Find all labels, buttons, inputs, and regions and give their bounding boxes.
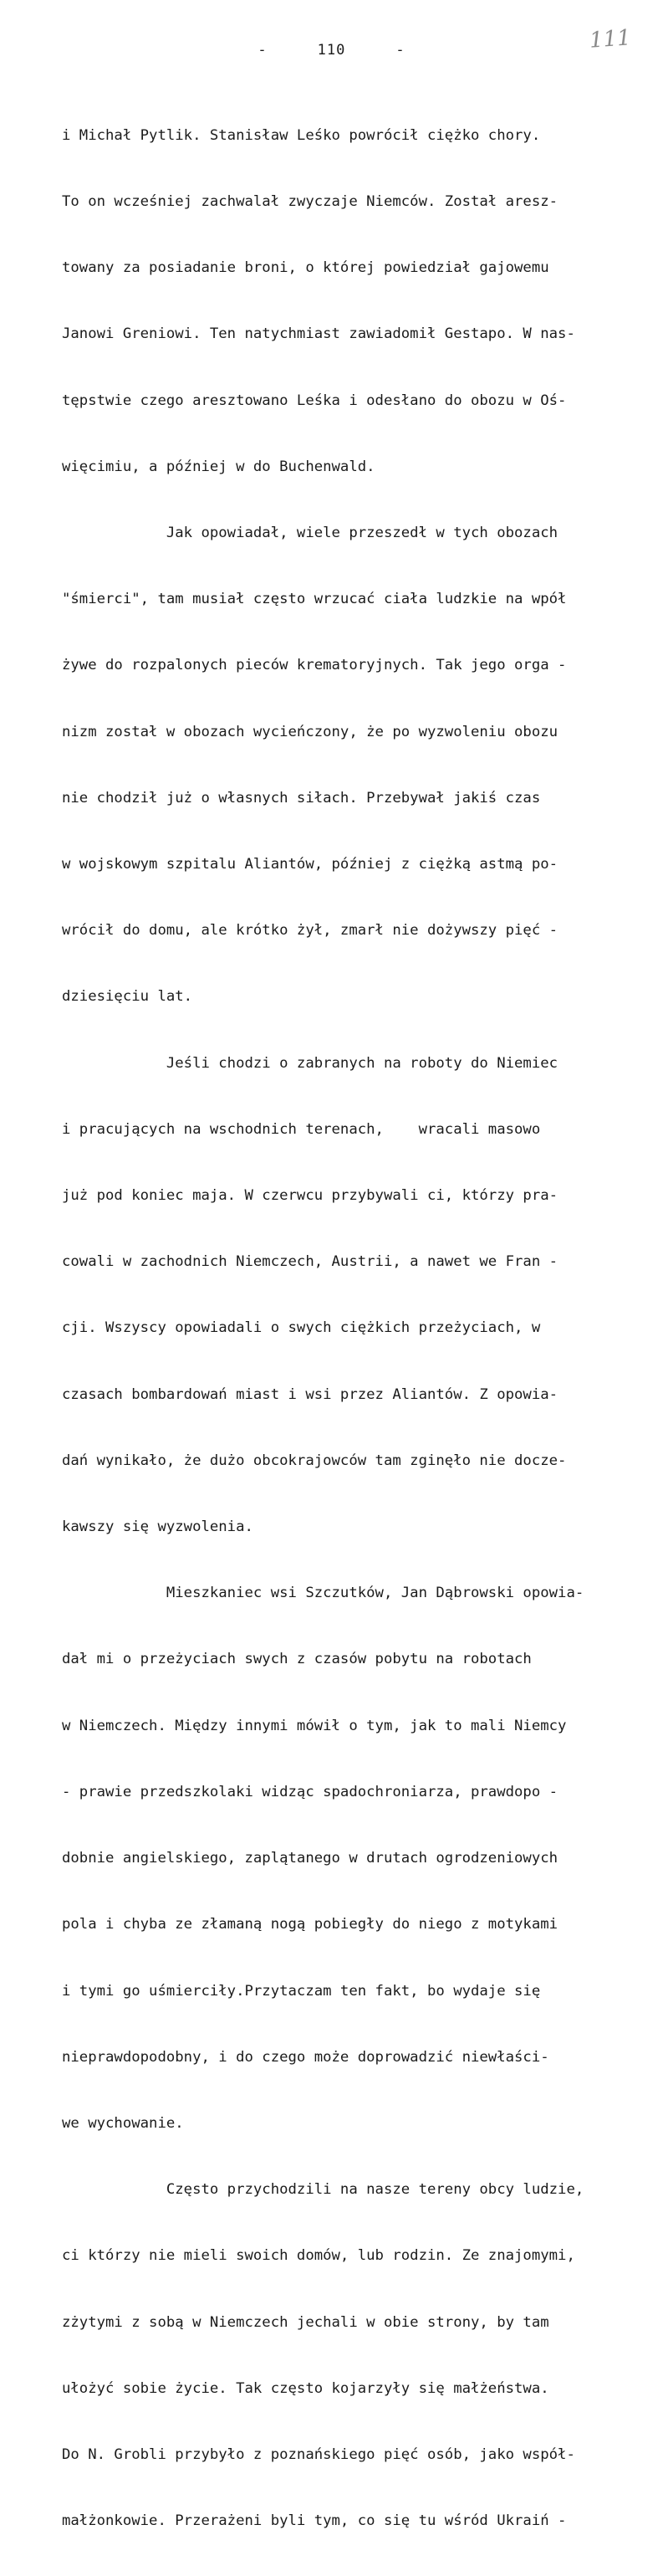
text-line: nizm został w obozach wycieńczony, że po wyzwoleniu obozu [62,723,558,740]
text-line: w Niemczech. Między innymi mówił o tym, jak to mali Niemcy [62,1717,567,1734]
text-line: Mieszkaniec wsi Szczutków, Jan Dąbrowski opowia- [62,1585,584,1602]
body-text [62,80,605,2576]
text-line: zżytymi z sobą w Niemczech jechali w obie strony, by tam [62,2313,549,2331]
text-line: żywe do rozpalonych pieców krematoryjnych. Tak jego orga - [62,657,567,674]
text-line: więcimiu, a później w do Buchenwald. [62,458,375,475]
text-line: wrócił do domu, ale krótko żył, zmarł nie dożywszy pięć - [62,922,558,940]
text-line: tępstwie czego aresztowano Leśka i odesłano do obozu w Oś- [62,392,567,409]
text-line: we wychowanie. [62,2114,184,2132]
page-number-value: 110 [317,42,346,59]
text-line: Do N. Grobli przybyło z poznańskiego pięć osób, jako współ- [62,2445,575,2463]
text-line: - prawie przedszkolaki widząc spadochroniarza, prawdopo - [62,1783,558,1800]
text-line: Janowi Greniowi. Ten natychmiast zawiadomił Gestapo. W nas- [62,325,575,343]
page-number-dash-left: - [258,42,268,59]
handwritten-archive-number: 111 [589,25,632,54]
text-line: dań wynikało, że dużo obcokrajowców tam zginęło nie docze- [62,1452,567,1469]
text-line: w wojskowym szpitalu Aliantów, później z ciężką astmą po- [62,856,558,873]
text-line: dobnie angielskiego, zaplątanego w drutach ogrodzeniowych [62,1850,558,1867]
text-line: dał mi o przeżyciach swych z czasów pobytu na robotach [62,1651,532,1668]
text-line: i tymi go uśmierciły.Przytaczam ten fakt, bo wydaje się [62,1982,541,2000]
text-line: nie chodził już o własnych siłach. Przebywał jakiś czas [62,789,541,807]
text-line: "śmierci", tam musiał często wrzucać ciała ludzkie na wpół [62,591,567,608]
page-number [0,42,663,59]
text-line: małżonkowie. Przerażeni byli tym, co się tu wśród Ukraiń - [62,2512,567,2530]
text-line: Jeśli chodzi o zabranych na roboty do Niemiec [62,1054,558,1072]
text-line: i pracujących na wschodnich terenach, wracali masowo [62,1120,541,1138]
page-number-dash-right: - [395,42,405,59]
text-line: cowali w zachodnich Niemczech, Austrii, a nawet we Fran - [62,1253,558,1271]
text-line: czasach bombardowań miast i wsi przez Aliantów. Z opowia- [62,1385,558,1403]
text-line: dziesięciu lat. [62,988,193,1006]
text-line: nieprawdopodobny, i do czego może doprowadzić niewłaści- [62,2048,549,2066]
text-line: Jak opowiadał, wiele przeszedł w tych obozach [62,525,558,542]
text-line: ułożyć sobie życie. Tak często kojarzyły się małżeństwa. [62,2379,549,2397]
text-line: ci którzy nie mieli swoich domów, lub rodzin. Ze znajomymi, [62,2247,575,2265]
text-line: To on wcześniej zachwalał zwyczaje Niemców. Został aresz- [62,193,558,211]
text-line: kawszy się wyzwolenia. [62,1518,253,1536]
text-line: pola i chyba ze złamaną nogą pobiegły do niego z motykami [62,1916,558,1933]
text-line: cji. Wszyscy opowiadali o swych ciężkich przeżyciach, w [62,1319,541,1337]
text-line: towany za posiadanie broni, o której powiedział gajowemu [62,259,549,277]
text-line: już pod koniec maja. W czerwcu przybywali ci, którzy pra- [62,1187,558,1205]
text-line: i Michał Pytlik. Stanisław Leśko powrócił ciężko chory. [62,126,541,144]
text-line: Często przychodzili na nasze tereny obcy ludzie, [62,2181,584,2199]
